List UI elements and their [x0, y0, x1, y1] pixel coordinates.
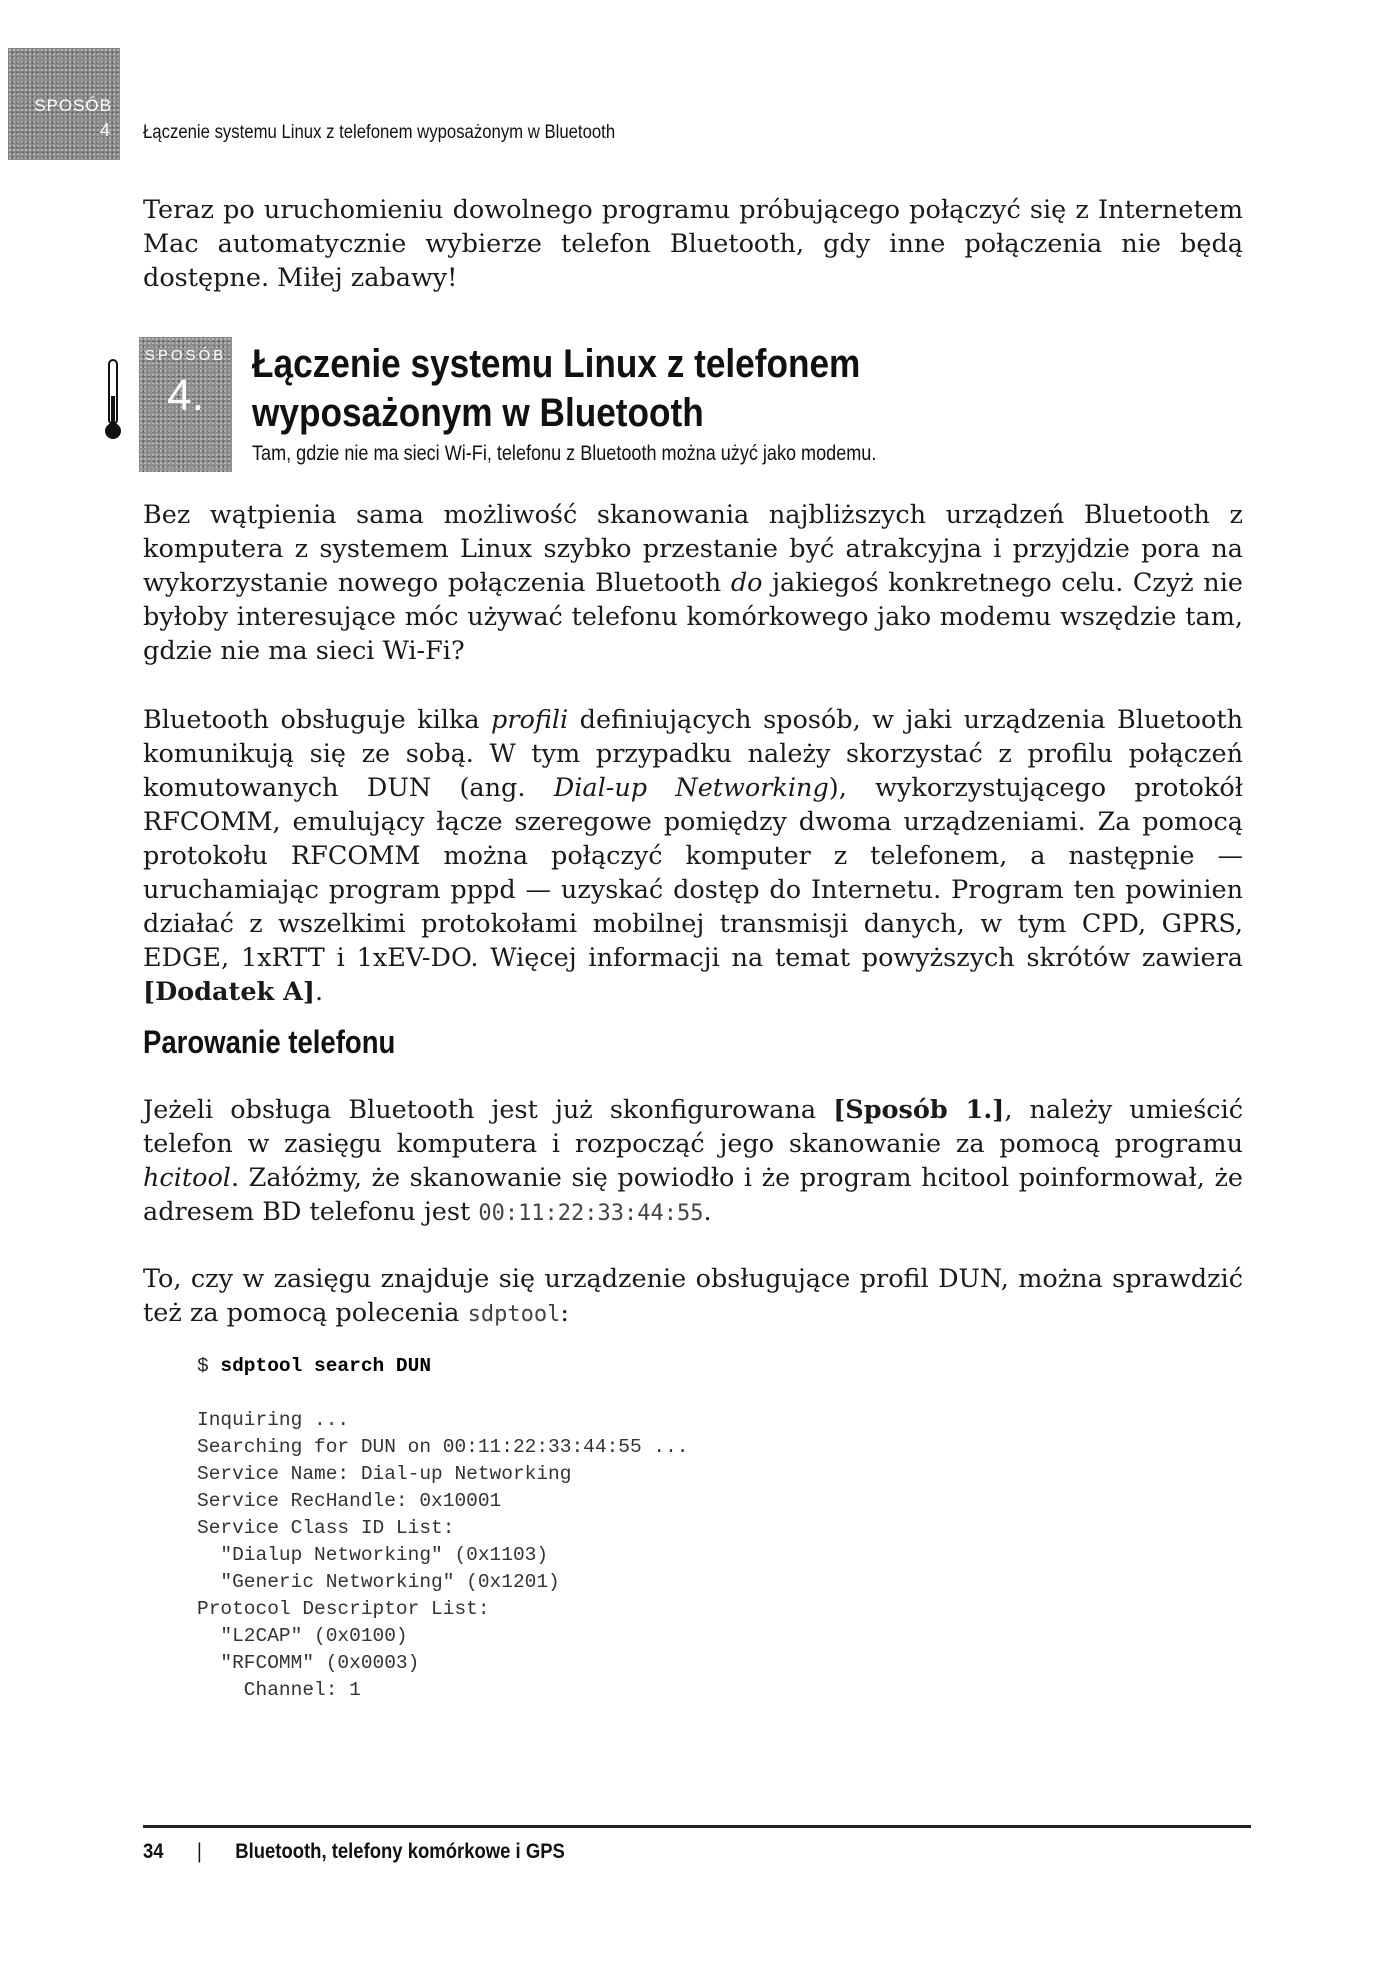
chapter-tab — [8, 48, 120, 160]
chapter-tab-number: 4 — [99, 120, 110, 140]
thermometer-icon — [104, 358, 122, 442]
code-output-line: "RFCOMM" (0x0003) — [197, 1652, 420, 1674]
section-heading: Parowanie telefonu — [143, 1024, 396, 1060]
body-paragraph-3 — [143, 1093, 1243, 1231]
code-output-line: Service RecHandle: 0x10001 — [197, 1490, 502, 1512]
hack-title-line-1: Łączenie systemu Linux z telefonem — [252, 342, 861, 386]
text-span: To, czy w zasięgu znajduje się urządzenie obsługujące profil DUN, można sprawdzić też za pomocą polecenia — [143, 1264, 1243, 1328]
inline-code-sdptool: sdptool — [467, 1302, 561, 1327]
cross-reference-sposob-1: [Sposób 1.] — [833, 1095, 1005, 1125]
text-span: Bluetooth obsługuje kilka — [143, 705, 492, 735]
hack-word: SPOSÓB — [144, 347, 227, 364]
body-paragraph-1 — [143, 498, 1243, 668]
cross-reference-appendix-a: [Dodatek A] — [143, 977, 315, 1007]
inline-code-bd-address: 00:11:22:33:44:55 — [478, 1201, 704, 1226]
code-output-line: "Generic Networking" (0x1201) — [197, 1571, 560, 1593]
text-span: : — [560, 1298, 569, 1328]
emphasis-dial-up: Dial-up Networking — [553, 773, 829, 803]
hack-number: 4. — [167, 371, 204, 420]
code-output-line: Channel: 1 — [197, 1679, 361, 1701]
emphasis-profili: profili — [491, 705, 569, 735]
page-number: 34 — [143, 1840, 164, 1863]
hack-number-box — [139, 337, 232, 472]
footer-rule — [143, 1825, 1251, 1828]
text-span: . Załóżmy, że skanowanie się powiodło i że program hcitool poinformował, że adresem BD telefonu jest — [143, 1163, 1243, 1227]
emphasis-hcitool: hcitool — [143, 1163, 231, 1193]
code-listing — [197, 1353, 688, 1704]
hack-subtitle: Tam, gdzie nie ma sieci Wi-Fi, telefonu z Bluetooth można użyć jako modemu. — [252, 442, 877, 465]
emphasis-do: do — [730, 568, 763, 598]
text-span: definiujących sposób, w jaki urządzenia Bluetooth komunikują się ze sobą. W tym przypadku należy skorzystać z profilu połączeń komutowanych DUN (ang. — [143, 705, 1243, 803]
code-output-line: "L2CAP" (0x0100) — [197, 1625, 408, 1647]
code-output-line: Protocol Descriptor List: — [197, 1598, 490, 1620]
text-span: . — [314, 977, 324, 1007]
code-prompt: $ — [197, 1355, 221, 1377]
book-title: Bluetooth, telefony komórkowe i GPS — [235, 1840, 565, 1863]
hack-title-line-2: wyposażonym w Bluetooth — [252, 391, 704, 435]
footer-separator: | — [196, 1840, 202, 1863]
code-output-line: Searching for DUN on 00:11:22:33:44:55 ... — [197, 1436, 689, 1458]
running-header-title: Łączenie systemu Linux z telefonem wyposażonym w Bluetooth — [143, 122, 616, 143]
hack-title — [252, 340, 860, 438]
body-paragraph-4 — [143, 1262, 1243, 1332]
text-span: Jeżeli obsługa Bluetooth jest już skonfigurowana — [143, 1095, 834, 1125]
text-span: ), wykorzystującego protokół RFCOMM, emulujący łącze szeregowe pomiędzy dwoma urządzeniami. Za pomocą protokołu RFCOMM można połączyć komputer z telefonem, a następnie — uruchamiając program pppd — uzyskać dostęp do Internetu. Program ten powinien działać z wszelkimi protokołami mobilnej transmisji danych, w tym CPD, GPRS, EDGE, 1xRTT i 1xEV-DO. Więcej informacji na temat powyższych skrótów zawiera — [143, 773, 1243, 973]
text-span: , należy umieścić telefon w zasięgu komputera i rozpocząć jego skanowanie za pomocą programu — [143, 1095, 1244, 1159]
code-output-line: Inquiring ... — [197, 1409, 350, 1431]
text-span: jakiegoś konkretnego celu. Czyż nie byłoby interesujące móc używać telefonu komórkowego jako modemu wszędzie tam, gdzie nie ma sieci Wi-Fi? — [143, 568, 1243, 666]
text-span: Bez wątpienia sama możliwość skanowania najbliższych urządzeń Bluetooth z komputera z systemem Linux szybko przestanie być atrakcyjna i przyjdzie pora na wykorzystanie nowego połączenia Bluetooth — [143, 500, 1243, 598]
intro-paragraph: Teraz po uruchomieniu dowolnego programu próbującego połączyć się z Internetem Mac automatycznie wybierze telefon Bluetooth, gdy inne połączenia nie będą dostępne. Miłej zabawy! — [143, 195, 1243, 293]
chapter-tab-word: SPOSÓB — [34, 96, 112, 115]
text-span: . — [703, 1197, 712, 1227]
code-output-line: Service Name: Dial-up Networking — [197, 1463, 572, 1485]
code-command: sdptool search DUN — [220, 1355, 432, 1377]
page-footer — [143, 1840, 565, 1864]
body-paragraph-2 — [143, 703, 1243, 1009]
code-output-line: "Dialup Networking" (0x1103) — [197, 1544, 549, 1566]
code-command-line — [197, 1353, 688, 1380]
code-output-line: Service Class ID List: — [197, 1517, 455, 1539]
